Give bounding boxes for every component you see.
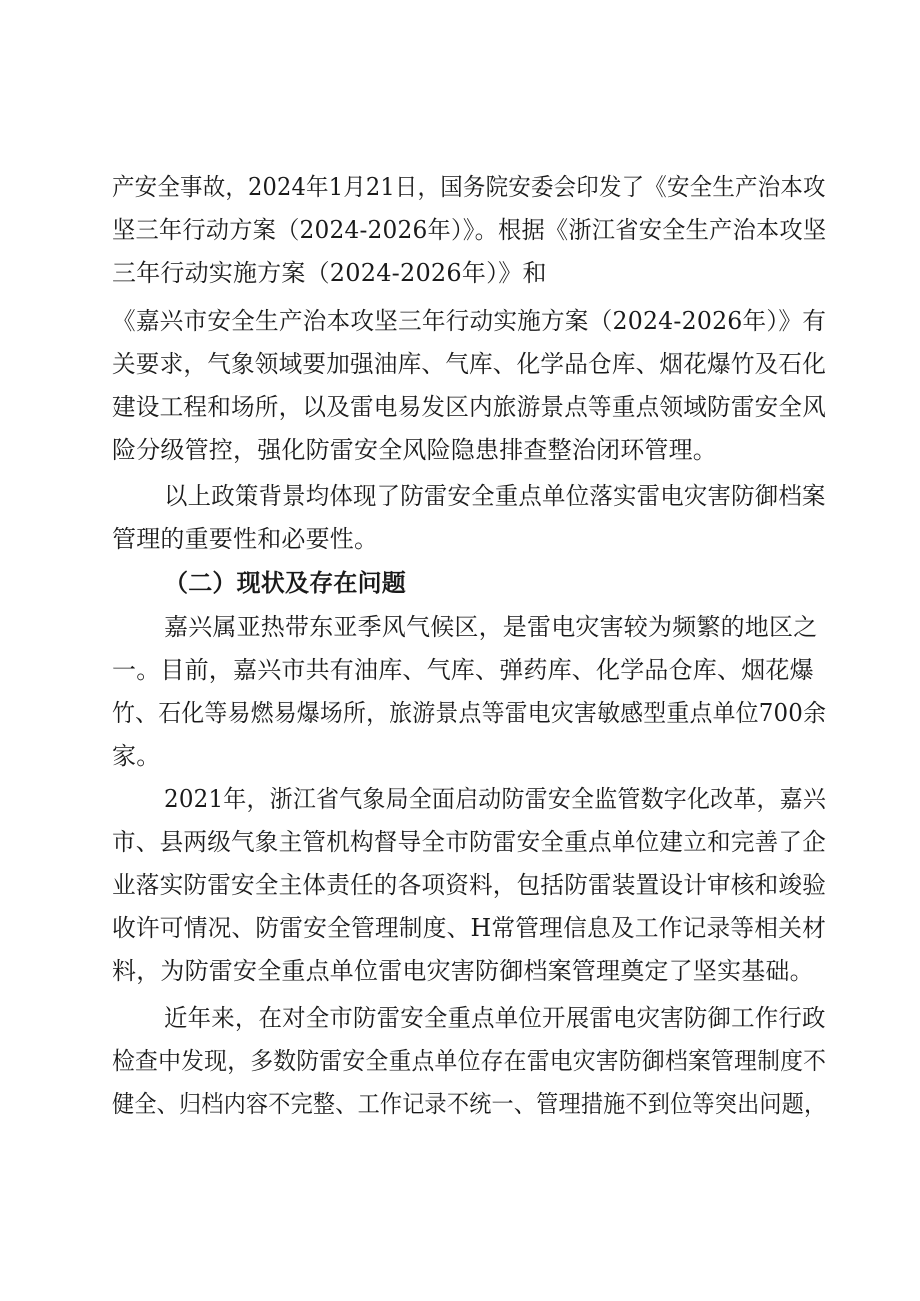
text-line: 《嘉兴市安全生产治本攻坚三年行动实施方案（2024-2026年）》有: [112, 307, 827, 335]
section-heading: （二）现状及存在问题: [164, 569, 406, 597]
text-line: 检查中发现，多数防雷安全重点单位存在雷电灾害防御档案管理制度不: [112, 1047, 827, 1075]
text-line: 市、县两级气象主管机构督导全市防雷安全重点单位建立和完善了企: [112, 828, 827, 856]
text-line: 管理的重要性和必要性。: [112, 525, 379, 553]
text-line: 业落实防雷安全主体责任的各项资料，包括防雷装置设计审核和竣验: [112, 871, 827, 899]
text-line: 建设工程和场所，以及雷电易发区内旅游景点等重点领域防雷安全风: [112, 393, 827, 421]
text-line: 坚三年行动方案（2024-2026年）》。根据《浙江省安全生产治本攻坚: [112, 216, 827, 244]
text-line: 健全、归档内容不完整、工作记录不统一、管理措施不到位等突出问题，: [112, 1090, 827, 1118]
text-line: 2021年，浙江省气象局全面启动防雷安全监管数字化改革，嘉兴: [164, 785, 827, 813]
text-line: 关要求，气象领域要加强油库、气库、化学品仓库、烟花爆竹及石化: [112, 350, 827, 378]
text-line: 料，为防雷安全重点单位雷电灾害防御档案管理奠定了坚实基础。: [112, 957, 814, 985]
text-line: 产安全事故，2024年1月21日，国务院安委会印发了《安全生产治本攻: [112, 173, 826, 201]
text-line: 家。: [112, 742, 161, 770]
text-line: 三年行动实施方案（2024-2026年）》和: [112, 259, 547, 287]
text-line: 嘉兴属亚热带东亚季风气候区，是雷电灾害较为频繁的地区之: [164, 613, 818, 641]
text-line: 一。目前，嘉兴市共有油库、气库、弹药库、化学品仓库、烟花爆: [112, 656, 814, 684]
text-line: 收许可情况、防雷安全管理制度、H常管理信息及工作记录等相关材: [112, 914, 826, 942]
text-line: 近年来，在对全市防雷安全重点单位开展雷电灾害防御工作行政: [164, 1004, 826, 1032]
text-line: 竹、石化等易燃易爆场所，旅游景点等雷电灾害敏感型重点单位700余: [112, 699, 827, 727]
text-line: 险分级管控，强化防雷安全风险隐患排查整治闭环管理。: [112, 436, 717, 464]
text-line: 以上政策背景均体现了防雷安全重点单位落实雷电灾害防御档案: [164, 482, 826, 510]
